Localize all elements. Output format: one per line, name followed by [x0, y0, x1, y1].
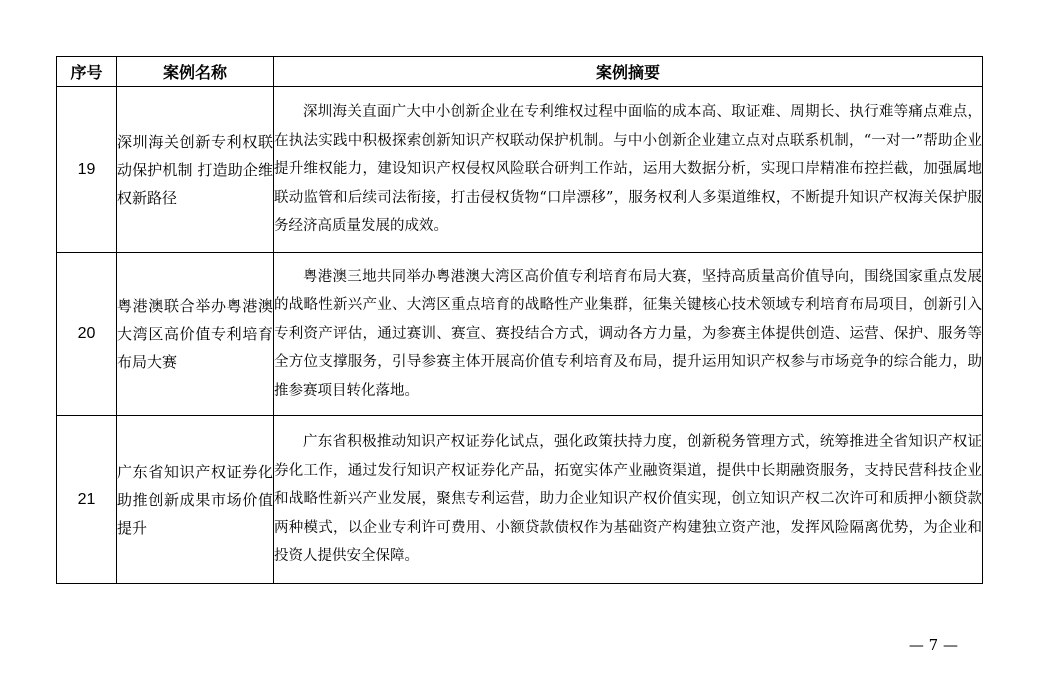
case-name-cell: 深圳海关创新专利权联动保护机制 打造助企维权新路径 [117, 87, 274, 253]
table-header-row [57, 57, 983, 87]
header-case-summary: 案例摘要 [274, 57, 983, 87]
header-serial-number: 序号 [57, 57, 117, 87]
case-summary-cell: 深圳海关直面广大中小创新企业在专利维权过程中面临的成本高、取证难、周期长、执行难等痛点难点，在执法实践中积极探索创新知识产权联动保护机制。与中小创新企业建立点对点联系机制，“一对一”帮助企业提升维权能力，建设知识产权侵权风险联合研判工作站，运用大数据分析，实现口岸精准布控拦截，加强属地联动监管和后续司法衔接，打击侵权货物“口岸漂移”，服务权利人多渠道维权，不断提升知识产权海关保护服务经济高质量发展的成效。 [274, 87, 983, 253]
case-summary-cell: 粤港澳三地共同举办粤港澳大湾区高价值专利培育布局大赛，坚持高质量高价值导向，围绕国家重点发展的战略性新兴产业、大湾区重点培育的战略性产业集群，征集关键核心技术领域专利培育布局项目，创新引入专利资产评估，通过赛训、赛宣、赛投结合方式，调动各方力量，为参赛主体提供创造、运营、保护、服务等全方位支撑服务，引导参赛主体开展高价值专利培育及布局，提升运用知识产权参与市场竞争的综合能力，助推参赛项目转化落地。 [274, 253, 983, 416]
table-row [57, 253, 983, 416]
case-name-cell: 广东省知识产权证券化助推创新成果市场价值提升 [117, 416, 274, 584]
serial-number-cell: 21 [57, 416, 117, 584]
serial-number-cell: 20 [57, 253, 117, 416]
header-case-name: 案例名称 [117, 57, 274, 87]
table-row [57, 416, 983, 584]
case-name-cell: 粤港澳联合举办粤港澳大湾区高价值专利培育布局大赛 [117, 253, 274, 416]
table-row [57, 87, 983, 253]
serial-number-cell: 19 [57, 87, 117, 253]
case-table [56, 56, 983, 584]
page-number: — 7 — [908, 636, 958, 654]
case-summary-cell: 广东省积极推动知识产权证券化试点，强化政策扶持力度，创新税务管理方式，统筹推进全省知识产权证券化工作，通过发行知识产权证券化产品，拓宽实体产业融资渠道，提供中长期融资服务，支持民营科技企业和战略性新兴产业发展，聚焦专利运营，助力企业知识产权价值实现，创立知识产权二次许可和质押小额贷款两种模式，以企业专利许可费用、小额贷款债权作为基础资产构建独立资产池，发挥风险隔离优势，为企业和投资人提供安全保障。 [274, 416, 983, 584]
